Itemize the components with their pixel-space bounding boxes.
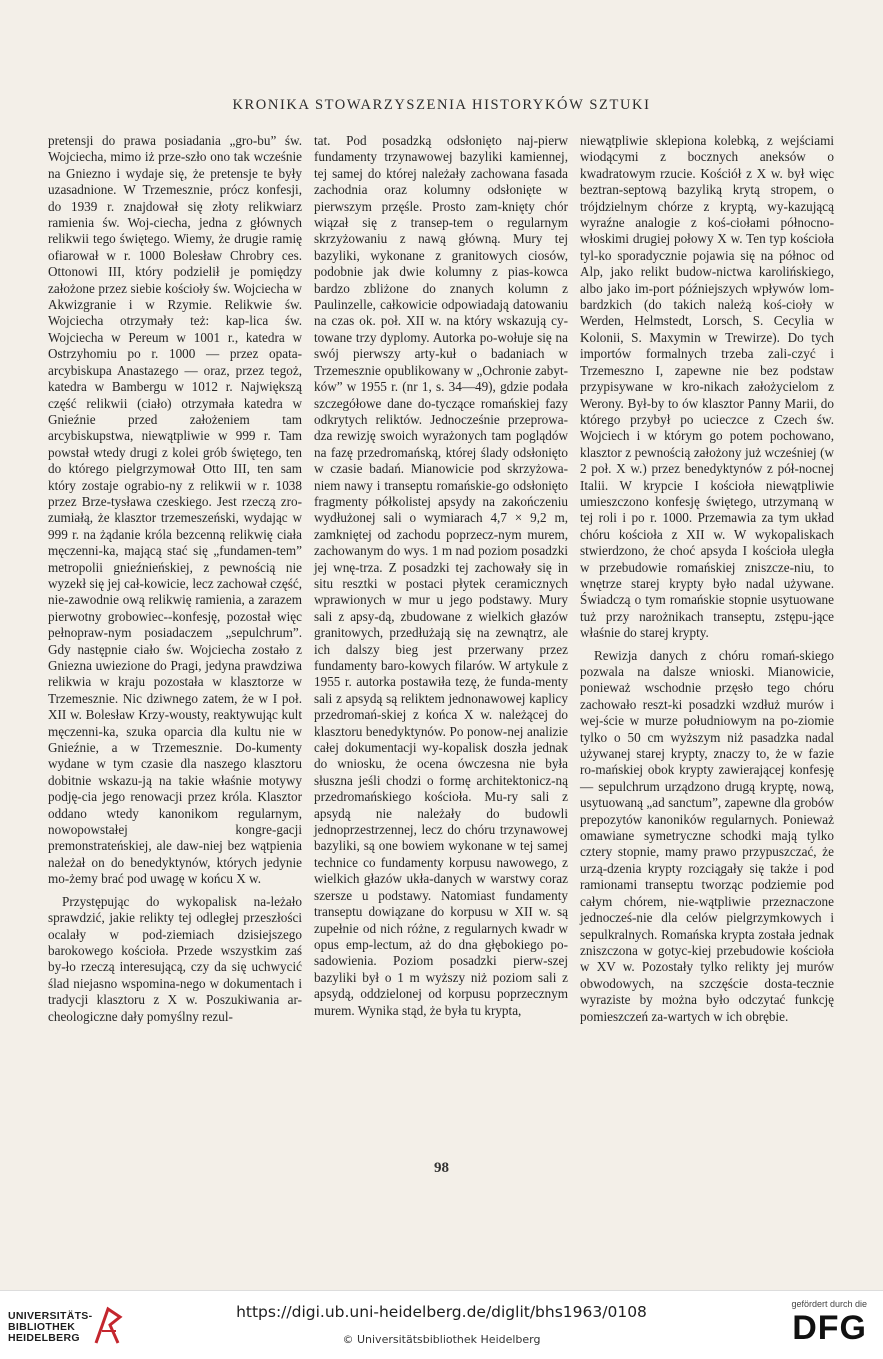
dfg-wordmark: DFG (792, 1309, 867, 1347)
paragraph: niewątpliwie sklepiona kolebką, z wejściami wiodącymi z bocznych aneksów o kwadratowym rzucie. Kościół z X w. był więc beztran-septową bazyliką krytą stropem, o trójdzielnym chórze z kryptą, wy-kazującą wyraźne analogie z koś-ciołami północno-włoskimi drugiej połowy X w. Ten typ kościoła tyl-ko sporadycznie pojawia się na północ od Alp, jako relikt budow-nictwa karolińskiego, albo jako im-port późniejszych wpływów lom-bardzkich (do takich należą koś-cioły w Werden, Helmstedt, Lorsch, S. Cecylia w Kolonii, S. Maxymin w Trewirze). Do tych importów formalnych trzeba zali-czyć i Trzemeszno I, zapewne nie bez podstaw przypisywane w kro-nikach założycielom z Werony. Był-by to ów klasztor Panny Marii, do którego przybył po ucieczce z Czech św. Wojciech i w którym go potem pochowano, klasztor z pewnością założony już wcześniej (w 2 poł. X w.) przez benedyktynów z pół-nocnej Italii. W krypcie I kościoła niewątpliwie umieszczono konfesję świętego, utrzymaną w tej roli i po r. 1000. Przemawia za tym układ chóru kościoła z XII w. W wykopaliskach stwierdzono, że choć apsyda I kościoła uległa w przebudowie romańskiej zniszcze-niu, to wnętrze starej krypty było nadal używane. Świadczą o tym romańskie stopnie usytuowane tuż przy narożnikach transeptu, zstępu-jące właśnie do starej krypty. (580, 133, 834, 641)
paragraph: Przystępując do wykopalisk na-leżało sprawdzić, jakie relikty tej odległej przeszłości ocalały w pod-ziemiach dzisiejszego barokowego kościoła. Przede wszystkim zaś by-ło rzeczą interesującą, czy da się uchwycić ślad niejasno wspomina-nego w dokumentach i tradycji klasztoru z X w. Poszukiwania ar-cheologiczne dały pomyślny rezul- (48, 893, 302, 1024)
running-header: KRONIKA STOWARZYSZENIA HISTORYKÓW SZTUKI (232, 97, 651, 113)
text-column-2 (314, 133, 568, 1019)
text-column-3 (580, 133, 834, 1025)
library-logo-text: UNIVERSITÄTS- BIBLIOTHEK HEIDELBERG (8, 1310, 93, 1344)
viewer-footer (0, 1290, 883, 1359)
funded-by-text: gefördert durch die (791, 1299, 867, 1309)
page-number: 98 (434, 1160, 449, 1176)
dfg-logo[interactable] (777, 1299, 867, 1353)
copyright-text: © Universitätsbibliothek Heidelberg (342, 1333, 541, 1346)
paragraph: pretensji do prawa posiadania „gro-bu” św. Wojciecha, mimo iż prze-szło ono tak wcześnie na Gniezno i wydaje się, że pretensje te były uzasadnione. W Trzemesznie, prócz konfesji, do 1939 r. znajdował się złoty relikwiarz ramienia św. Woj-ciecha, jedna z głównych relikwii tego świętego. Wiemy, że drugie ramię ofiarował w r. 1000 Bolesław Chrobry ces. Ottonowi III, który podzielił je pomiędzy założone przez siebie kościoły św. Wojciecha w Akwizgranie i w Rzymie. Relikwie św. Wojciecha otrzymały też: kap-lica św. Wojciecha w Pereum w 1001 r., katedra w Ostrzyhomiu po r. 1000 — przez opata-arcybiskupa Anastazego — oraz, przez tegoż, katedra w Bambergu w 1012 r. Największą część relikwii (ciało) otrzymała katedra w Gnieźnie przed założeniem tam arcybiskupstwa, niewątpliwie w 999 r. Tam powstał wtedy drugi z kolei grób świętego, ten do którego pielgrzymował Otto III, ten sam który zostaje ograbio-ny z relikwii w r. 1038 przez Brze-tysława czeskiego. Jest rzeczą zro-zumiałą, że klasztor trzemeszeński, wydając w 999 r. na żądanie króla bezcenną relikwię ciała męczenni-ka, mającą stać się „fundamen-tem” metropolii gnieźnieńskiej, z pewnością nie wyzekł się jej cał-kowicie, lecz zachował część, nie-zawodnie ową relikwię ramienia, a zarazem pierwotny grobowiec--konfesję, pozostał więc pełnopraw-nym posiadaczem „sepulchrum”. Gdy następnie ciało św. Wojciecha zostało z Gniezna uwiezione do Pragi, jedyna prawdziwa relikwia w kraju pozostała w klasztorze w Trzemesznie. Nic dziwnego zatem, że w I poł. XII w. Bolesław Krzy-wousty, reaktywując kult męczenni-ka, szuka oparcia dla kultu nie w Gnieźnie, a w Trzemesznie. Do-kumenty wydane w tym czasie dla naszego klasztoru dobitnie wskazu-ją na takie właśnie motywy podję-cia jego renowacji przez króla. Klasztor oddano wtedy kanonikom regularnym, nowopowstałej kongre-gacji premonstrateńskiej, ale daw-niej bez wątpienia należał on do benedyktynów, których jedynie mo-żemy brać pod uwagę w końcu X w. (48, 133, 302, 887)
paragraph: Rewizja danych z chóru romań-skiego pozwala na dalsze wnioski. Mianowicie, ponieważ wschodnie przęsło tego chóru zachowało reszt-ki posadzki wzdłuż murów i wej-ście w murze południowym na po-ziomie tylko o 50 cm wyższym niż pasadzka nadal używanej starej krypty, znaczy to, że w fazie ro-mańskiej obok krypty zawierającej konfesję — sepulchrum urządzono drugą kryptę, nową, usytuowaną „ad sanctum”, zapewne dla grobów prepozytów kanoników regularnych. Ponieważ omawiane symetryczne schodki mają tylko cztery stopnie, mamy prawo przypuszczać, że urzą-dzenia krypty rozciągały się także i pod ramionami transeptu tworząc podziemie pod całym chórem, nie-wątpliwie przeznaczone jednocześ-nie dla celów pielgrzymkowych i sepulkralnych. Romańska krypta została jednak zniszczona w gotyc-kiej przebudowie kościoła w XV w. Pozostały tylko relikty jej murów obwodowych, na szczęście dosta-tecznie wyraziste by można było odczytać funkcję pomieszczeń za-wartych w ich obrębie. (580, 647, 834, 1024)
paragraph: tat. Pod posadzką odsłonięto naj-pierw fundamenty trzynawowej bazyliki kamiennej, tej samej do której należały zachowana fasada zachodnia oraz kolumny odsłonięte w pierwszym przęśle. Prosto zam-knięty chór wiązał się z transep-tem o regularnym skrzyżowaniu z nawą główną. Mury tej bazyliki, wykonane z granitowych ciosów, podobnie jak dwie kolumny z pias-kowca bardzo zbliżone do znanych kolumn z Paulinzelle, całkowicie odpowiadają datowaniu na czas ok. poł. XII w. na który wskazują cy-towane trzy dyplomy. Autorka po-wołuje się na swój pierwszy arty-kuł o badaniach w Trzemesznie opublikowany w „Ochronie zabyt-ków” w 1955 r. (nr 1, s. 34—49), gdzie podała szczegółowe dane do-tyczące romańskiej fazy odkrytych reliktów. Jednocześnie przeprowa-dza rewizję swoich wyrażonych tam poglądów na fazę przedromańską, której ślady odsłonięto w czasie badań. Mianowicie pod skrzyżowa-niem nawy i transeptu romańskie-go odsłonięto fragmenty półkolistej apsydy na zakończeniu wydłużonej sali o wymiarach 4,7 × 9,2 m, zamkniętej od zachodu poprzecz-nym murem, zachowanym do wys. 1 m nad poziom posadzki jej wnę-trza. Z posadzki tej zachowały się in situ resztki w postaci płytek ceramicznych wprawionych w mur u jego podstawy. Mury sali z apsy-dą, zbudowane z wielkich głazów granitowych, przedłużają się na zewnątrz, ale ich dalszy bieg jest przerwany przez fundamenty baro-kowych filarów. W artykule z 1955 r. autorka postawiła tezę, że funda-menty sali z apsydą są reliktem jednonawowej kaplicy przedromań-skiej z końca X w. należącej do klasztoru benedyktynów. Po ponow-nej analizie całej dokumentacji wy-kopalisk doszła jednak do wniosku, że ocena ówczesna nie była słuszna jeśli chodzi o formę architektonicz-ną przedromańskiego kościoła. Mu-ry sali z apsydą nie należały do budowli jednoprzestrzennej, lecz do chóru trzynawowej bazyliki, są one bowiem wykonane w tej samej technice co fundamenty korpusu nawowego, z wielkich głazów ukła-danych w warstwy coraz szersze u podstawy. Natomiast fundamenty transeptu dowiązane do korpusu w XII w. są zupełnie od nich różne, z regularnych kwadr w opus emp-lectum, aż do dna głębokiego po-sadowienia. Poziom posadzki pierw-szej bazyliki był o 1 m wyższy niż poziom sali z apsydą, oddzielonej od korpusu poprzecznym murem. Wynika stąd, że była tu krypta, (314, 133, 568, 1018)
permalink-url[interactable]: https://digi.ub.uni-heidelberg.de/diglit/bhs1963/0108 (236, 1303, 647, 1321)
text-column-1 (48, 133, 302, 1025)
